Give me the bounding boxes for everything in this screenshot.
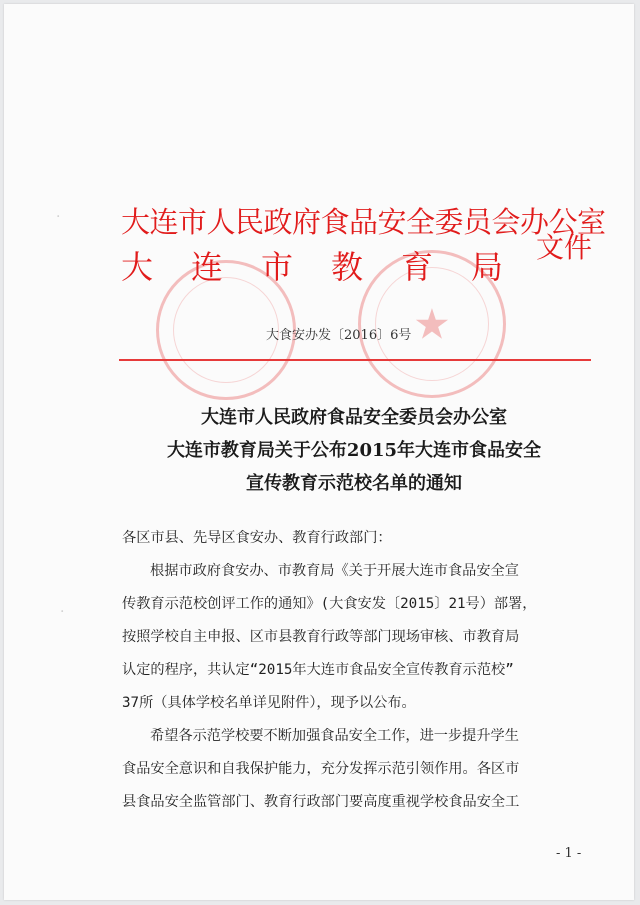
paragraph-1-line: 按照学校自主申报、区市县教育行政等部门现场审核、市教育局 bbox=[122, 629, 520, 645]
paragraph-1-line: 37所（具体学校名单详见附件），现予以公布。 bbox=[122, 695, 416, 711]
document-page bbox=[4, 4, 634, 900]
red-divider-line bbox=[119, 359, 591, 361]
paragraph-1-line: 根据市政府食安办、市教育局《关于开展大连市食品安全宣 bbox=[150, 563, 519, 579]
title-line-2: 大连市教育局关于公布2015年大连市食品安全 bbox=[166, 440, 542, 461]
title-line-1: 大连市人民政府食品安全委员会办公室 bbox=[201, 407, 507, 428]
title-line-3: 宣传教育示范校名单的通知 bbox=[246, 473, 462, 494]
document-type-tag: 文件 bbox=[536, 231, 593, 264]
bleed-through-text bbox=[124, 132, 524, 150]
paragraph-2-line: 食品安全意识和自我保护能力，充分发挥示范引领作用。各区市 bbox=[122, 761, 520, 777]
paragraph-2-line: 希望各示范学校要不断加强食品安全工作，进一步提升学生 bbox=[150, 728, 519, 744]
official-seal-right: ★ bbox=[358, 250, 506, 398]
salutation: 各区市县、先导区食安办、教育行政部门： bbox=[122, 530, 392, 546]
scan-smudge: · bbox=[56, 209, 61, 225]
document-number: 大食安办发〔2016〕6号 bbox=[266, 328, 412, 343]
paragraph-1-line: 认定的程序，共认定“2015年大连市食品安全宣传教育示范校” bbox=[122, 662, 514, 678]
page-number: - 1 - bbox=[556, 846, 582, 861]
bleed-through-text bbox=[124, 162, 524, 180]
paragraph-1-line: 传教育示范校创评工作的通知》(大食安发〔2015〕21号）部署， bbox=[122, 596, 537, 612]
issuer-line-2: 大连市教育局 bbox=[121, 248, 542, 286]
paragraph-2-line: 县食品安全监管部门、教育行政部门要高度重视学校食品安全工 bbox=[122, 794, 520, 810]
scan-smudge: · bbox=[60, 604, 65, 620]
issuer-line-1: 大连市人民政府食品安全委员会办公室 bbox=[121, 205, 606, 239]
